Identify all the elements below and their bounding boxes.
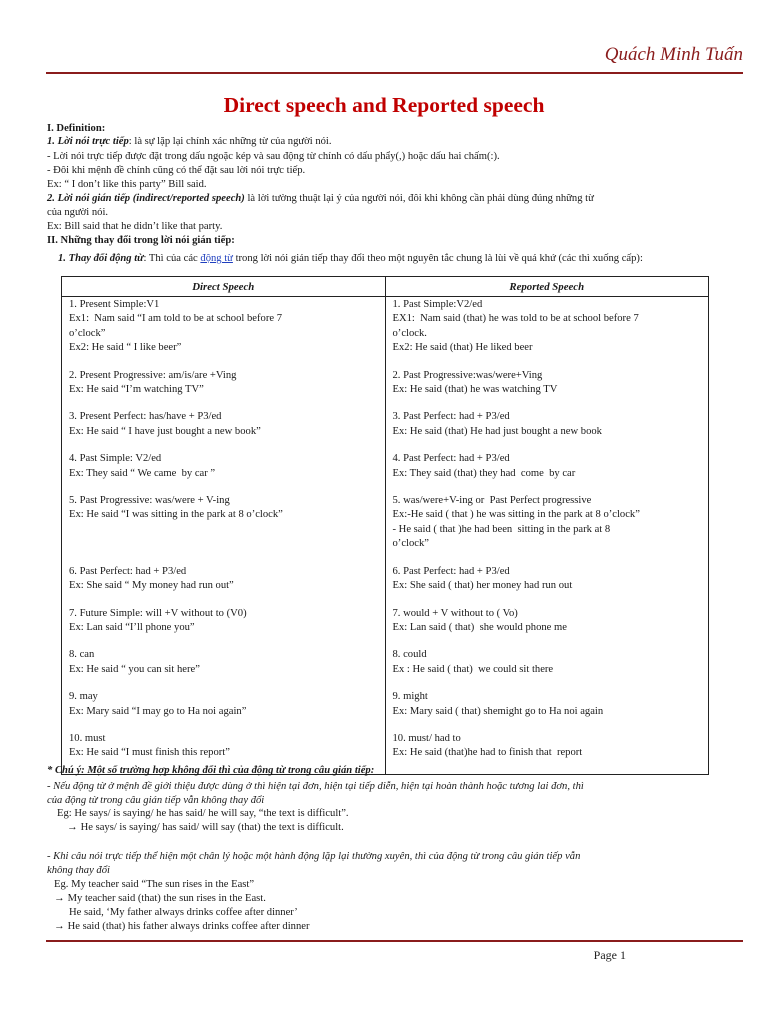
reported-speech-rule-line: 1. Past Simple:V2/ed: [392, 299, 483, 310]
definition-indirect: [47, 192, 594, 205]
note2-result2: [54, 920, 310, 933]
tense-conversion-table: [61, 276, 709, 775]
right-arrow-icon: →: [54, 893, 65, 904]
reported-speech-rule-line: o’clock”: [392, 538, 429, 550]
note2-result1-text: My teacher said (that) the sun rises in the East.: [67, 893, 266, 904]
table-header-row: [62, 277, 709, 297]
header-rule: [46, 72, 743, 74]
column-header-reported: Reported Speech: [385, 277, 709, 297]
direct-speech-rule-line: 5. Past Progressive: was/were + V-ing: [69, 495, 230, 507]
direct-speech-rule: [69, 410, 380, 439]
note2-line2: không thay đổi: [47, 865, 110, 876]
note2-example: Eg. My teacher said “The sun rises in the East”: [54, 879, 255, 890]
reported-speech-rule-line: Ex : He said ( that) we could sit there: [392, 663, 554, 675]
author-name: Quách Minh Tuấn: [604, 44, 743, 65]
note2-result2-text: He said (that) his father always drinks coffee after dinner: [67, 921, 310, 932]
reported-speech-rule-line: Ex: He said (that) he was watching TV: [392, 384, 558, 396]
reported-speech-rule: [393, 369, 704, 398]
reported-speech-rule-line: EX1: Nam said (that) he was told to be at school before 7: [392, 313, 639, 325]
reported-speech-rule: [393, 607, 704, 636]
definition-direct: [47, 135, 332, 148]
direct-speech-rule-line: Ex: She said “ My money had run out”: [69, 580, 234, 592]
direct-speech-rule-line: 6. Past Perfect: had + P3/ed: [69, 565, 187, 577]
definition-direct-example: Ex: “ I don’t like this party” Bill said.: [47, 179, 207, 190]
note1-example: Eg: He says/ is saying/ he has said/ he will say, “the text is difficult”.: [57, 808, 349, 819]
note2-example2: He said, ‘My father always drinks coffee after dinner’: [69, 907, 298, 918]
direct-speech-rule: [69, 369, 380, 398]
direct-speech-rule-line: Ex: He said “I’m watching TV”: [69, 384, 204, 396]
direct-speech-rule: [69, 648, 380, 677]
reported-speech-rule: [393, 732, 704, 761]
reported-speech-rule-line: Ex: He said (that)he had to finish that report: [392, 747, 583, 759]
definition-indirect-line2: của người nói.: [47, 207, 109, 218]
direct-speech-rule-line: 10. must: [69, 732, 106, 744]
reported-speech-rule: [393, 494, 704, 552]
direct-speech-rule: [69, 452, 380, 481]
direct-speech-rule: [69, 607, 380, 636]
column-header-direct: Direct Speech: [62, 277, 386, 297]
subsection-text-a: : Thì của các: [143, 253, 201, 264]
reported-speech-rule: [393, 648, 704, 677]
section-changes-heading: II. Những thay đổi trong lời nói gián tiếp:: [47, 235, 235, 246]
reported-speech-rule-line: Ex: They said (that) they had come by car: [392, 467, 576, 479]
reported-speech-rule-line: Ex: Lan said ( that) she would phone me: [392, 621, 567, 633]
reported-speech-rule-line: 2. Past Progressive:was/were+Ving: [392, 369, 543, 381]
direct-speech-rule-line: Ex: Mary said “I may go to Ha noi again”: [69, 705, 247, 717]
direct-speech-rule-line: Ex: He said “ you can sit here”: [69, 663, 200, 675]
section-definition-heading: I. Definition:: [47, 123, 106, 134]
definition-indirect-example: Ex: Bill said that he didn’t like that party.: [47, 221, 223, 232]
subsection-text-b: trong lời nói gián tiếp thay đổi theo một nguyên tắc chung là lùi về quá khứ (các thì xuống cấp):: [232, 253, 643, 264]
reported-speech-rule-line: Ex2: He said (that) He liked beer: [392, 342, 533, 354]
direct-speech-rule-line: 7. Future Simple: will +V without to (V0): [69, 607, 247, 619]
definition-direct-text: : là sự lặp lại chính xác những từ của người nói.: [128, 136, 332, 147]
direct-speech-rule: [69, 565, 380, 594]
reported-speech-rule: [393, 690, 704, 719]
reported-speech-rule-line: 7. would + V without to ( Vo): [392, 607, 518, 619]
reported-speech-rule-line: 4. Past Perfect: had + P3/ed: [392, 453, 510, 465]
direct-speech-rule-line: [69, 537, 380, 551]
page-number: Page 1: [593, 948, 626, 962]
note2-line1: - Khi câu nói trực tiếp thể hiện một chân lý hoặc một hành động lặp lại thường xuyên, thì của động từ trong câu gián tiếp vẫn: [47, 851, 581, 862]
direct-speech-rule-line: Ex2: He said “ I like beer”: [69, 342, 182, 354]
reported-speech-rule-line: - He said ( that )he had been sitting in the park at 8: [392, 523, 611, 535]
reported-speech-rule: [393, 410, 704, 439]
footer-rule: [46, 940, 743, 942]
definition-direct-label: 1. Lời nói trực tiếp: [47, 136, 129, 147]
reported-speech-rule-line: 5. was/were+V-ing or Past Perfect progressive: [392, 495, 592, 507]
direct-speech-rule-line: 2. Present Progressive: am/is/are +Ving: [69, 369, 237, 381]
direct-speech-rule-line: Ex1: Nam said “I am told to be at school before 7: [69, 313, 282, 325]
reported-speech-rule: [393, 298, 704, 356]
note-heading: * Chú ý: Một số trường hợp không đổi thì của động từ trong câu gián tiếp:: [47, 765, 375, 776]
direct-speech-rule-line: 8. can: [69, 649, 95, 661]
reported-speech-rule-line: Ex: She said ( that) her money had run out: [392, 580, 573, 592]
direct-speech-rule-line: Ex: He said “I was sitting in the park at 8 o’clock”: [69, 509, 283, 521]
reported-speech-rule: [393, 565, 704, 594]
reported-speech-rule-line: 10. must/ had to: [392, 732, 461, 744]
reported-speech-rule-line: o’clock.: [392, 327, 427, 339]
direct-speech-rule-line: Ex: He said “I must finish this report”: [69, 747, 230, 759]
definition-direct-line2: - Lời nói trực tiếp được đặt trong dấu ngoặc kép và sau động từ chính có dấu phẩy(,) hoặc dấu hai chấm(:).: [47, 151, 500, 162]
direct-speech-rule-line: o’clock”: [69, 327, 106, 339]
direct-speech-rule: [69, 732, 380, 761]
table-row: [62, 297, 709, 775]
reported-speech-rule-line: 3. Past Perfect: had + P3/ed: [392, 411, 510, 423]
verb-link[interactable]: động từ: [200, 253, 233, 264]
reported-speech-rule-line: 8. could: [392, 649, 427, 661]
page-title: Direct speech and Reported speech: [223, 93, 545, 117]
reported-speech-rule: [393, 452, 704, 481]
reported-speech-rule-line: Ex:-He said ( that ) he was sitting in the park at 8 o’clock”: [392, 509, 640, 521]
direct-speech-rule: [69, 494, 380, 552]
direct-speech-rule-line: 1. Present Simple:V1: [69, 299, 160, 310]
direct-speech-rule-line: [69, 523, 380, 537]
reported-speech-rule-line: Ex: He said (that) He had just bought a new book: [392, 425, 602, 437]
direct-speech-rule: [69, 690, 380, 719]
note1-result-text: He says/ is saying/ has said/ will say (that) the text is difficult.: [80, 822, 344, 833]
note1-line1: - Nếu động từ ở mệnh đề giới thiệu được dùng ở thì hiện tại đơn, hiện tại tiếp diễn, hiện tại hoàn thành hoặc tương lai đơn, thì: [47, 781, 584, 792]
note2-result1: [54, 892, 266, 905]
direct-speech-rule-line: Ex: They said “ We came by car ”: [69, 467, 216, 479]
definition-direct-line3: - Đôi khi mệnh đề chính cũng có thể đặt sau lời nói trực tiếp.: [47, 165, 306, 176]
direct-speech-rule: [69, 298, 380, 356]
reported-speech-rule-line: 6. Past Perfect: had + P3/ed: [392, 565, 510, 577]
right-arrow-icon: →: [54, 921, 65, 932]
right-arrow-icon: →: [67, 822, 78, 833]
direct-speech-cell: [62, 297, 386, 775]
direct-speech-rule-line: 9. may: [69, 691, 98, 703]
reported-speech-rule-line: 9. might: [392, 691, 428, 703]
definition-indirect-label: 2. Lời nói gián tiếp (indirect/reported speech): [47, 193, 245, 204]
direct-speech-rule-line: Ex: Lan said “I’ll phone you”: [69, 621, 195, 633]
reported-speech-cell: [385, 297, 709, 775]
subsection-verb-change: [58, 252, 643, 265]
direct-speech-rule-line: Ex: He said “ I have just bought a new book”: [69, 425, 261, 437]
definition-indirect-text: là lời tường thuật lại ý của người nói, đôi khi không cần phải dùng đúng những từ: [244, 193, 594, 204]
direct-speech-rule-line: 3. Present Perfect: has/have + P3/ed: [69, 411, 222, 423]
reported-speech-rule-line: Ex: Mary said ( that) shemight go to Ha noi again: [392, 705, 604, 717]
note1-result: [67, 821, 344, 834]
direct-speech-rule-line: 4. Past Simple: V2/ed: [69, 453, 162, 465]
note1-line2: của động từ trong câu gián tiếp vẫn không thay đổi: [47, 795, 265, 806]
subsection-verb-change-label: 1. Thay đổi động từ: [58, 253, 144, 264]
